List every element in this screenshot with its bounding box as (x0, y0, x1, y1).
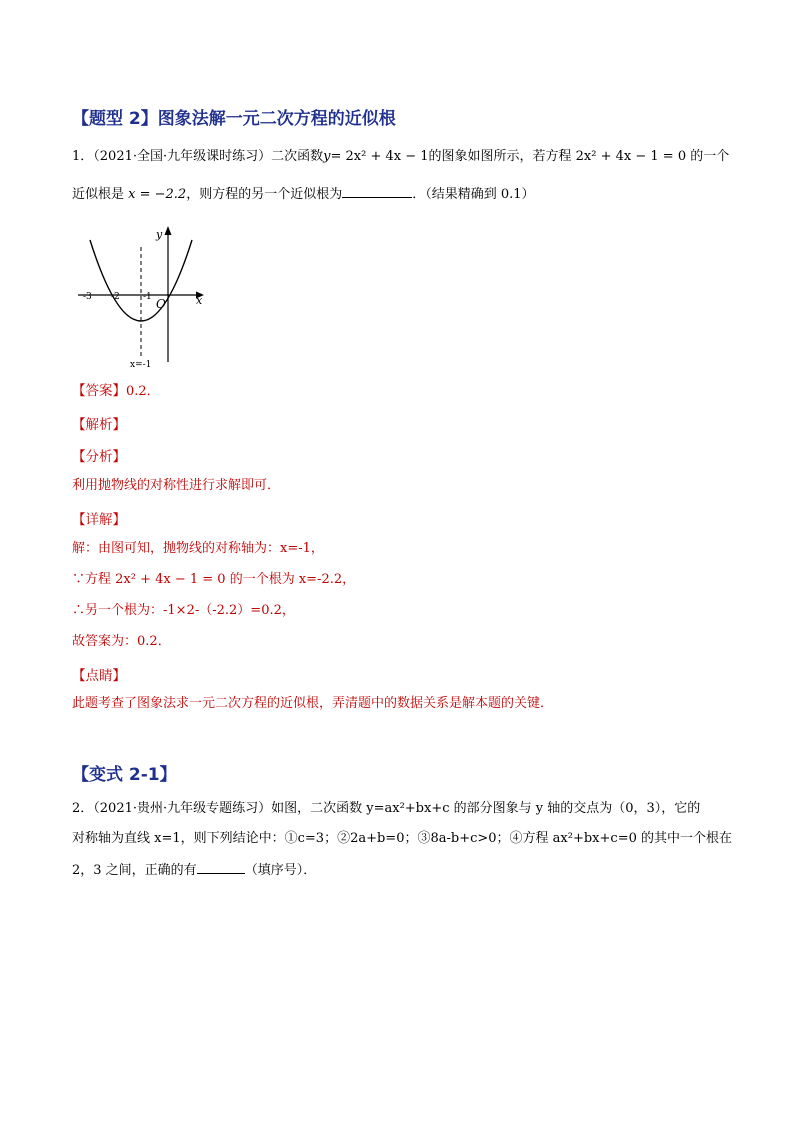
q1-func-eq: = 2x² + 4x − 1 (330, 149, 429, 164)
q1-number: 1． (72, 149, 94, 164)
analysis-tag: 【解析】 (72, 417, 126, 433)
parabola-figure (72, 222, 212, 370)
q1-root: x = −2.2 (128, 187, 187, 202)
q1-line2-b: ，则方程的另一个近似根为 (186, 187, 343, 202)
dianjing-tag: 【点睛】 (72, 668, 126, 684)
detail-line-4 (72, 633, 171, 651)
dianjing-text: 此题考查了图象法求一元二次方程的近似根，弄清题中的数据关系是解本题的关键． (72, 696, 554, 711)
detail-4b: 0.2 (137, 634, 158, 649)
q1-line2-c: ．（结果精确到 0.1） (412, 187, 535, 202)
origin-label: O (156, 297, 166, 311)
detail-2a: ∵方程 2x² + 4x − 1 = 0 的一个根为 (72, 572, 299, 587)
detail-2c: ， (342, 572, 356, 587)
detail-3a: ∴另一个根为： (72, 603, 164, 618)
tick-minus-3: -3 (83, 292, 92, 302)
q1-line2-a: 近似根是 (72, 187, 129, 202)
y-axis-label: y (156, 228, 163, 241)
q2-line3 (72, 861, 316, 880)
fenxi-tag: 【分析】 (72, 449, 126, 465)
x-axis-label: x (196, 294, 203, 307)
detail-4c: ． (157, 634, 171, 649)
q2-answer-blank[interactable] (197, 861, 245, 874)
detail-3b: -1×2-（-2.2）=0.2 (163, 603, 282, 618)
detail-4a: 故答案为： (72, 634, 138, 649)
y-axis-arrow (165, 226, 172, 235)
detail-1c: ， (310, 541, 324, 556)
q1-func-y: y (323, 149, 331, 164)
detail-1a: 解：由图可知，抛物线的对称轴为： (72, 541, 281, 556)
symmetry-axis-label: x=-1 (130, 360, 152, 370)
q2-line3b: （填序号）． (244, 863, 317, 878)
q2-line2: 对称轴为直线 x=1，则下列结论中：①c=3；②2a+b=0；③8a-b+c>0；④方程 ax²+bx+c=0 的其中一个根在 (72, 831, 732, 846)
q2-line3a: 2，3 之间，正确的有 (72, 863, 197, 878)
tick-minus-1: -1 (143, 292, 152, 302)
q1-line2 (72, 185, 535, 204)
q1-answer-blank[interactable] (342, 185, 412, 198)
q1-line1-rest: 的图象如图所示，若方程 2x² + 4x − 1 = 0 的一个 (428, 149, 730, 164)
answer-value: 0.2． (126, 384, 160, 399)
answer-tag: 【答案】 (72, 383, 126, 399)
variant-title: 【变式 2-1】 (72, 765, 177, 785)
q1-line1 (72, 148, 729, 166)
detail-1b: x=-1 (280, 541, 311, 556)
detail-line-1 (72, 540, 324, 558)
parabola-curve (90, 240, 192, 321)
detail-3c: ， (281, 603, 295, 618)
fenxi-text: 利用抛物线的对称性进行求解即可． (72, 478, 281, 493)
detail-tag: 【详解】 (72, 512, 126, 528)
section-title: 【题型 2】图象法解一元二次方程的近似根 (72, 109, 396, 129)
answer-row (72, 382, 160, 401)
q2-line1: 2．（2021·贵州·九年级专题练习）如图，二次函数 y=ax²+bx+c 的部分图象与 y 轴的交点为（0，3），它的 (72, 801, 701, 816)
tick-minus-2: -2 (111, 292, 120, 302)
detail-line-3 (72, 602, 295, 620)
q1-source: （2021·全国·九年级课时练习）二次函数 (93, 149, 324, 164)
detail-line-2 (72, 571, 355, 589)
detail-2b: x=-2.2 (298, 572, 343, 587)
